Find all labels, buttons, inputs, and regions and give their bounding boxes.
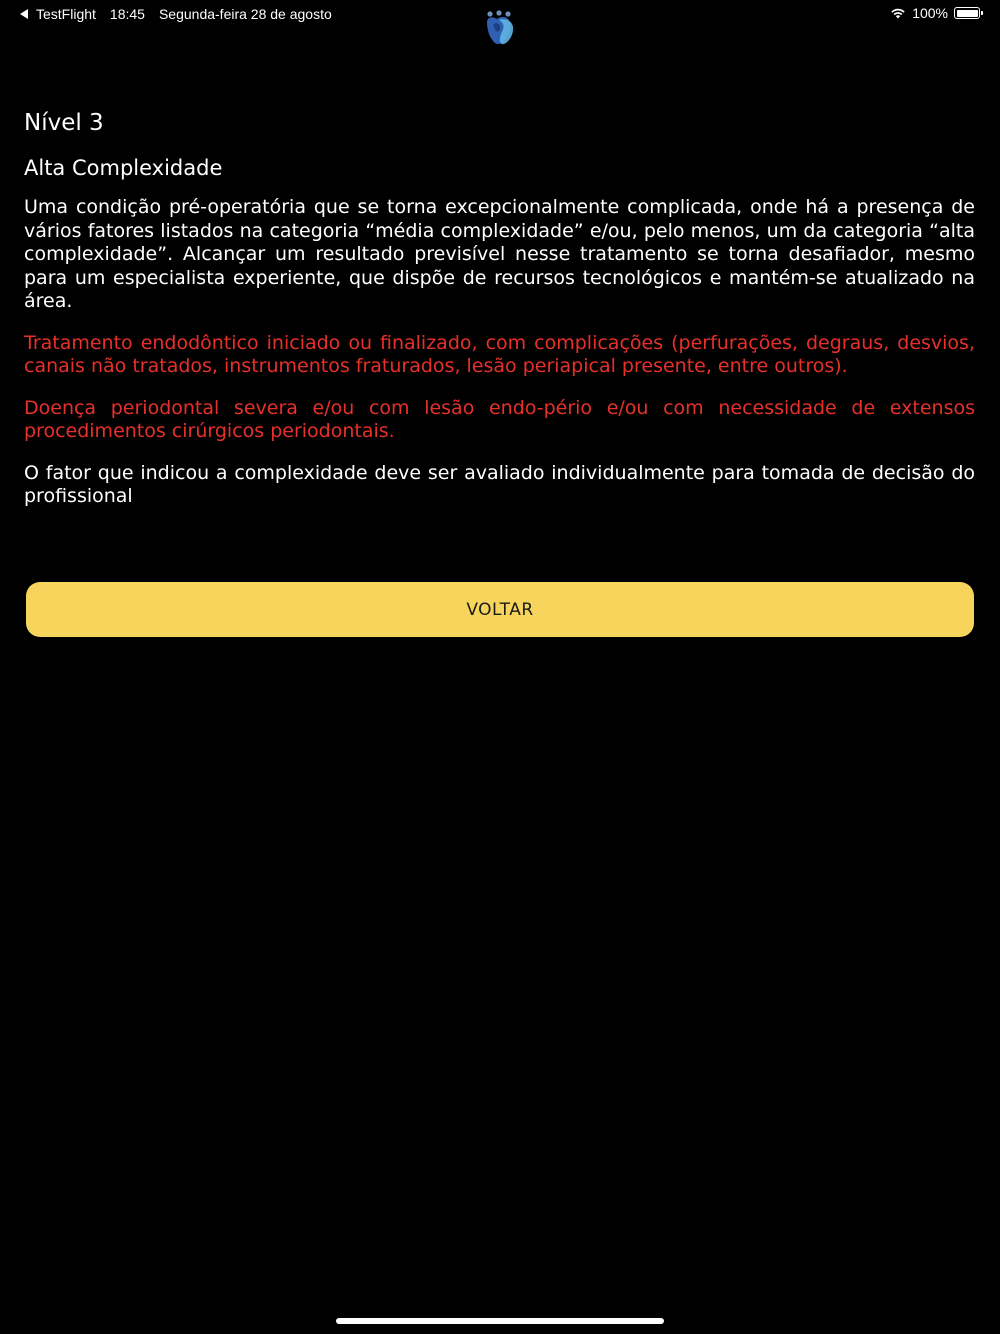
- wifi-icon: [890, 7, 906, 19]
- back-app-label[interactable]: TestFlight: [36, 6, 96, 22]
- level-title: Nível 3: [24, 110, 104, 136]
- description-paragraph: Uma condição pré-operatória que se torna excepcionalmente complicada, onde há a presença de vários fatores listados na categoria “média complexidade” e/ou, pelo menos, um da categoria “alta complexidade”. Alcançar um resultado previsível nesse tratamento se torna desafiador, mesmo para um especialista experiente, que dispõe de recursos tecnológicos e mantém-se atualizado na área.: [24, 196, 975, 312]
- level-subtitle: Alta Complexidade: [24, 156, 223, 180]
- content: [24, 108, 975, 527]
- status-date: Segunda-feira 28 de agosto: [158, 6, 332, 22]
- app-logo-icon: [482, 10, 518, 48]
- battery-percent: 100%: [912, 5, 948, 21]
- back-arrow-icon[interactable]: [20, 9, 28, 19]
- battery-fill: [957, 10, 978, 17]
- endodontic-treatment-paragraph: Tratamento endodôntico iniciado ou finalizado, com complicações (perfurações, degraus, desvios, canais não tratados, instrumentos fraturados, lesão periapical presente, entre outros).: [24, 331, 975, 377]
- voltar-button[interactable]: VOLTAR: [26, 582, 974, 637]
- home-indicator[interactable]: [336, 1318, 664, 1324]
- battery-icon: [954, 7, 980, 19]
- status-right: [890, 5, 980, 21]
- status-time: 18:45: [109, 6, 145, 22]
- factor-note-paragraph: O fator que indicou a complexidade deve ser avaliado individualmente para tomada de decisão do profissional: [24, 461, 975, 507]
- status-left: [20, 6, 332, 22]
- periodontal-disease-paragraph: Doença periodontal severa e/ou com lesão endo-pério e/ou com necessidade de extensos procedimentos cirúrgicos periodontais.: [24, 396, 975, 442]
